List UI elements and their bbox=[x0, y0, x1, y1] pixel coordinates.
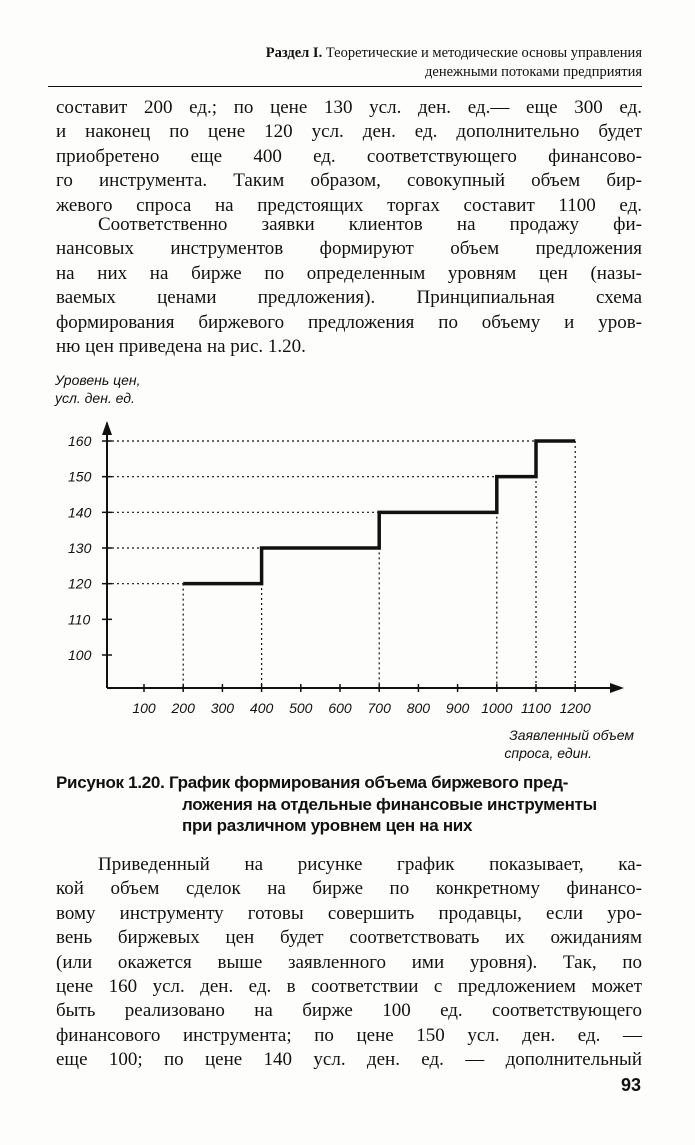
text-line: вень биржевых цен будет соответствовать их ожиданиям bbox=[56, 927, 642, 949]
y-tick-label: 130 bbox=[68, 540, 92, 556]
paragraph-1 bbox=[56, 96, 642, 218]
x-axis-label-line1: Заявленный объем bbox=[509, 727, 634, 743]
caption-line3: при различном уровнем цен на них bbox=[182, 816, 473, 835]
text-line: нансовых инструментов формируют объем предложения bbox=[56, 238, 642, 260]
text-line: формирования биржевого предложения по объему и уров- bbox=[56, 311, 642, 333]
y-tick-label: 140 bbox=[68, 504, 92, 521]
text-line: вому инструменту готовы совершить продавцы, если уро- bbox=[56, 902, 642, 924]
paragraph-2 bbox=[56, 213, 642, 359]
header-line1: Теоретические и методические основы управления bbox=[325, 45, 642, 61]
y-tick-label: 110 bbox=[68, 611, 91, 628]
text-line: еще 100; по цене 140 усл. ден. ед. — дополнительный bbox=[56, 1049, 642, 1071]
x-tick-label: 200 bbox=[171, 700, 195, 716]
header-line2: денежными потоками предприятия bbox=[425, 64, 642, 80]
caption-line2: ложения на отдельные финансовые инструменты bbox=[182, 794, 597, 814]
x-tick-label: 500 bbox=[289, 700, 313, 716]
text-line: кой объем сделок на бирже по конкретному финансо- bbox=[56, 878, 642, 900]
text-line: финансового инструмента; по цене 150 усл. ден. ед. — bbox=[56, 1024, 642, 1046]
y-tick-label: 150 bbox=[68, 468, 92, 485]
y-axis-arrow bbox=[102, 421, 112, 435]
text-line: приобретено еще 400 ед. соответствующего финансово- bbox=[56, 145, 642, 167]
text-line: составит 200 ед.; по цене 130 усл. ден. ед.— еще 300 ед. bbox=[56, 97, 642, 118]
figure-caption bbox=[56, 772, 642, 837]
page-number: 93 bbox=[620, 1075, 641, 1095]
text-line: ваемых ценами предложения). Принципиальная схема bbox=[56, 287, 642, 309]
text-line: жевого спроса на предстоящих торгах составит 1100 ед. bbox=[56, 194, 642, 216]
x-tick-label: 600 bbox=[328, 700, 352, 716]
x-tick-label: 900 bbox=[445, 700, 470, 716]
text-line: го инструмента. Таким образом, совокупный объем бир- bbox=[56, 170, 642, 192]
text-line: цене 160 усл. ден. ед. в соответствии с предложением может bbox=[56, 976, 642, 998]
x-tick-label: 400 bbox=[249, 700, 274, 716]
text-line: быть реализовано на бирже 100 ед. соответствующего bbox=[56, 1000, 642, 1022]
y-tick-label: 160 bbox=[68, 433, 92, 449]
x-axis-label-line2: спроса, един. bbox=[504, 745, 592, 761]
x-tick-label: 300 bbox=[210, 700, 235, 716]
x-tick-label: 100 bbox=[132, 700, 156, 716]
text-line: и наконец по цене 120 усл. ден. ед. дополнительно будет bbox=[56, 121, 642, 143]
text-line: (или окажется выше заявленного ими уровня). Так, по bbox=[56, 951, 642, 973]
header-rule bbox=[48, 86, 642, 87]
y-tick-label: 100 bbox=[68, 647, 92, 663]
x-tick-label: 1100 bbox=[520, 700, 552, 716]
x-tick-label: 700 bbox=[367, 700, 391, 716]
x-tick-label: 1000 bbox=[481, 700, 513, 716]
text-line: ню цен приведена на рис. 1.20. bbox=[56, 336, 306, 358]
running-header bbox=[48, 44, 642, 82]
caption-line1: График формирования объема биржевого пред- bbox=[168, 773, 569, 792]
y-axis-label-line2: усл. ден. ед. bbox=[55, 390, 135, 406]
text-line: на них на бирже по определенным уровням цен (назы- bbox=[56, 262, 642, 284]
paragraph-3 bbox=[56, 853, 642, 1073]
text-line: Соответственно заявки клиентов на продажу фи- bbox=[98, 214, 642, 235]
x-tick-label: 1200 bbox=[559, 700, 591, 716]
caption-label: Рисунок 1.20. bbox=[56, 773, 165, 792]
x-tick-label: 800 bbox=[406, 700, 431, 716]
text-line: Приведенный на рисунке график показывает, ка- bbox=[98, 854, 642, 875]
section-label: Раздел I. bbox=[265, 45, 323, 61]
y-axis-label-line1: Уровень цен, bbox=[55, 372, 141, 388]
step-chart bbox=[0, 365, 695, 765]
y-tick-label: 120 bbox=[68, 575, 92, 592]
x-axis-arrow bbox=[610, 683, 624, 693]
